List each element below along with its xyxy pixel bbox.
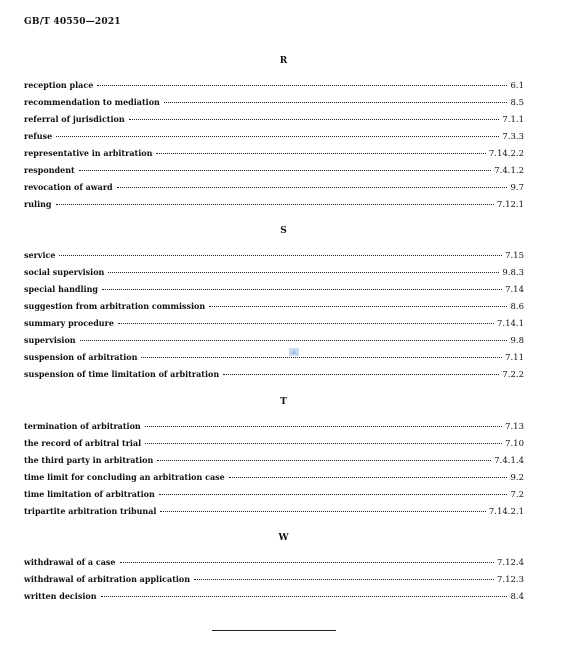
section-letter-w: W (278, 533, 289, 543)
index-entry (24, 284, 524, 301)
index-entry (24, 301, 524, 318)
index-reference: 7.11 (505, 353, 524, 363)
index-reference: 6.1 (510, 81, 524, 91)
dot-leader (156, 153, 485, 154)
watermark-logo-icon (288, 347, 300, 357)
dot-leader (56, 136, 499, 137)
index-term: respondent (24, 165, 75, 175)
index-reference: 9.2 (510, 473, 524, 483)
section-letter-t: T (280, 397, 287, 407)
index-term: referral of jurisdiction (24, 114, 125, 124)
index-reference: 7.12.3 (496, 575, 524, 585)
index-reference: 7.13 (505, 422, 524, 432)
index-term: the third party in arbitration (24, 455, 154, 465)
index-entry (24, 506, 524, 523)
section-letter-s: S (280, 226, 287, 236)
index-entry (24, 114, 524, 131)
page-header-standard-number: GB/T 40550—2021 (24, 17, 121, 27)
dot-leader (129, 119, 500, 120)
index-term: supervision (24, 335, 76, 345)
dot-leader (79, 170, 492, 171)
dot-leader (159, 494, 508, 495)
index-term: reception place (24, 80, 94, 90)
index-entry (24, 557, 524, 574)
index-list-r (24, 80, 524, 216)
dot-leader (56, 204, 494, 205)
index-list-w (24, 557, 524, 608)
index-reference: 9.8 (510, 336, 524, 346)
dot-leader (118, 323, 494, 324)
index-term: withdrawal of arbitration application (24, 574, 191, 584)
index-reference: 7.15 (505, 251, 524, 261)
dot-leader (117, 187, 508, 188)
index-entry (24, 148, 524, 165)
index-term: suspension of time limitation of arbitration (24, 369, 220, 379)
dot-leader (141, 357, 502, 358)
end-rule-divider (212, 630, 336, 631)
index-entry (24, 318, 524, 335)
index-entry (24, 335, 524, 352)
index-entry (24, 574, 524, 591)
index-term: written decision (24, 591, 97, 601)
dot-leader (120, 562, 494, 563)
dot-leader (194, 579, 494, 580)
index-term: the record of arbitral trial (24, 438, 142, 448)
index-term: social supervision (24, 267, 105, 277)
dot-leader (101, 596, 508, 597)
dot-leader (80, 340, 508, 341)
index-entry (24, 352, 524, 369)
dot-leader (229, 477, 508, 478)
dot-leader (108, 272, 499, 273)
dot-leader (145, 443, 502, 444)
index-entry (24, 80, 524, 97)
index-entry (24, 182, 524, 199)
index-entry (24, 472, 524, 489)
index-reference: 7.14.2.2 (488, 149, 524, 159)
index-term: representative in arbitration (24, 148, 153, 158)
index-reference: 9.7 (510, 183, 524, 193)
section-letter-r: R (279, 56, 288, 66)
dot-leader (223, 374, 499, 375)
index-entry (24, 250, 524, 267)
dot-leader (97, 85, 507, 86)
index-term: refuse (24, 131, 53, 141)
dot-leader (145, 426, 502, 427)
index-term: service (24, 250, 56, 260)
index-list-t (24, 421, 524, 523)
index-entry (24, 421, 524, 438)
index-list-s (24, 250, 524, 386)
index-term: recommendation to mediation (24, 97, 160, 107)
index-reference: 7.12.1 (496, 200, 524, 210)
index-reference: 7.4.1.4 (494, 456, 524, 466)
index-term: time limit for concluding an arbitration case (24, 472, 225, 482)
index-entry (24, 438, 524, 455)
index-term: withdrawal of a case (24, 557, 116, 567)
index-term: suggestion from arbitration commission (24, 301, 206, 311)
index-term: ruling (24, 199, 52, 209)
index-entry (24, 199, 524, 216)
index-term: special handling (24, 284, 99, 294)
index-term: suspension of arbitration (24, 352, 138, 362)
index-term: time limitation of arbitration (24, 489, 155, 499)
dot-leader (102, 289, 502, 290)
index-entry (24, 131, 524, 148)
index-reference: 8.5 (510, 98, 524, 108)
dot-leader (160, 511, 485, 512)
index-entry (24, 455, 524, 472)
index-reference: 8.6 (510, 302, 524, 312)
index-entry (24, 489, 524, 506)
dot-leader (209, 306, 507, 307)
index-reference: 7.12.4 (496, 558, 524, 568)
index-term: termination of arbitration (24, 421, 141, 431)
index-reference: 9.8.3 (502, 268, 524, 278)
index-reference: 7.2 (510, 490, 524, 500)
index-reference: 7.14 (505, 285, 524, 295)
index-reference: 7.10 (505, 439, 524, 449)
index-reference: 8.4 (510, 592, 524, 602)
index-reference: 7.14.1 (496, 319, 524, 329)
index-entry (24, 369, 524, 386)
index-term: tripartite arbitration tribunal (24, 506, 157, 516)
index-entry (24, 165, 524, 182)
index-reference: 7.2.2 (502, 370, 524, 380)
dot-leader (59, 255, 502, 256)
index-term: revocation of award (24, 182, 113, 192)
index-reference: 7.3.3 (502, 132, 524, 142)
index-entry (24, 591, 524, 608)
index-reference: 7.14.2.1 (488, 507, 524, 517)
index-term: summary procedure (24, 318, 114, 328)
dot-leader (164, 102, 508, 103)
index-reference: 7.4.1.2 (494, 166, 524, 176)
index-entry (24, 267, 524, 284)
index-reference: 7.1.1 (502, 115, 524, 125)
dot-leader (157, 460, 491, 461)
index-entry (24, 97, 524, 114)
